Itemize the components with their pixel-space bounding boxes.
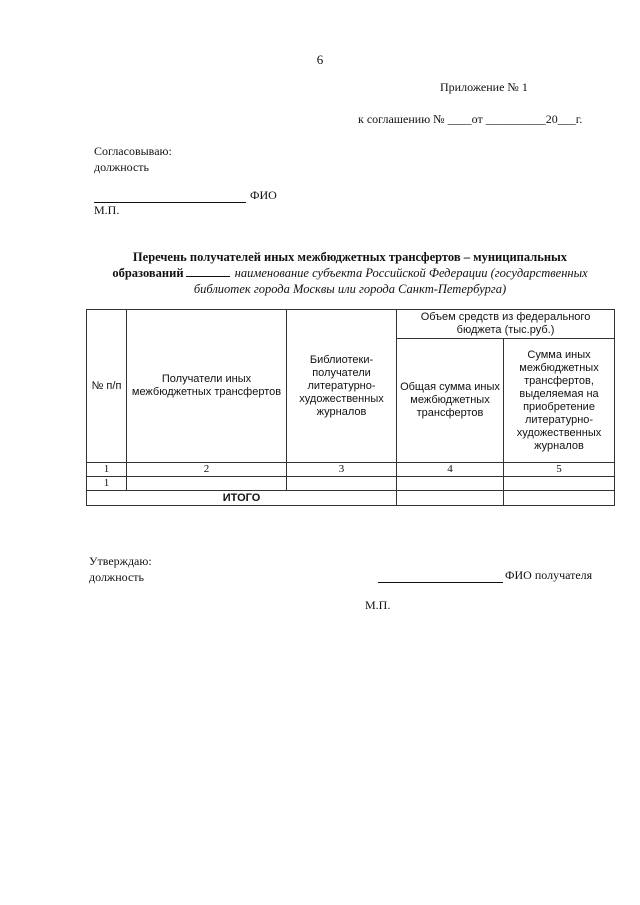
- header-purchase-sum: Сумма иных межбюджетных трансфертов, выделяемая на приобретение литературно-художественных журналов: [504, 339, 615, 463]
- title-line-2: [90, 265, 610, 297]
- table-row: [87, 477, 615, 491]
- agreement-number-blank: ____: [447, 112, 472, 126]
- title-italic-text: наименование субъекта Российской Федерации (государственных библиотек города Москвы или города Санкт-Петербурга): [193, 266, 588, 296]
- column-number: 2: [127, 463, 287, 477]
- signature-line-top: [94, 188, 277, 203]
- total-label: ИТОГО: [87, 491, 397, 506]
- signature-name-label-top: ФИО: [250, 188, 277, 202]
- agreement-year-blank: ___: [557, 112, 576, 126]
- row-number: 1: [87, 477, 127, 491]
- agreement-year-suffix: г.: [575, 112, 583, 126]
- column-number: 1: [87, 463, 127, 477]
- column-number: 4: [397, 463, 504, 477]
- stamp-label-top: М.П.: [94, 203, 120, 217]
- page-number: 6: [316, 52, 324, 67]
- recipients-table: [86, 309, 615, 506]
- approval-heading-top: Согласовываю:: [94, 144, 172, 158]
- agreement-date-blank: __________: [485, 112, 546, 126]
- header-num: № п/п: [87, 310, 127, 463]
- row-purchase: [504, 477, 615, 491]
- column-number: 3: [287, 463, 397, 477]
- header-libraries: Библиотеки-получатели литературно-художественных журналов: [287, 310, 397, 463]
- title-blank: [186, 266, 230, 277]
- header-recipients: Получатели иных межбюджетных трансфертов: [127, 310, 287, 463]
- column-number: 5: [504, 463, 615, 477]
- agreement-from: от: [471, 112, 483, 126]
- signature-name-label-bottom: ФИО получателя: [505, 568, 593, 582]
- document-title: [90, 249, 610, 297]
- header-total-sum: Общая сумма иных межбюджетных трансфертов: [397, 339, 504, 463]
- title-line-1: Перечень получателей иных межбюджетных трансфертов – муниципальных: [132, 250, 568, 264]
- total-sum-cell: [397, 491, 504, 506]
- stamp-label-bottom: М.П.: [365, 598, 391, 612]
- agreement-year-prefix: 20: [545, 112, 558, 126]
- agreement-prefix: к соглашению №: [358, 112, 445, 126]
- approval-block-bottom: [89, 553, 152, 585]
- approval-position-bottom: должность: [89, 570, 144, 584]
- row-library: [287, 477, 397, 491]
- signature-line-bottom: [378, 568, 592, 583]
- row-recipient: [127, 477, 287, 491]
- signature-blank-bottom: [378, 570, 503, 583]
- signature-blank-top: [94, 190, 246, 203]
- title-line-2-prefix: образований: [112, 266, 184, 280]
- agreement-reference: [358, 112, 582, 127]
- appendix-label: Приложение № 1: [440, 80, 528, 94]
- total-purchase-cell: [504, 491, 615, 506]
- approval-heading-bottom: Утверждаю:: [89, 554, 152, 568]
- total-row: [87, 491, 615, 506]
- column-number-row: [87, 463, 615, 477]
- row-total: [397, 477, 504, 491]
- approval-block-top: [94, 143, 172, 175]
- header-federal-budget: Объем средств из федерального бюджета (тыс.руб.): [397, 310, 615, 339]
- approval-position-top: должность: [94, 160, 149, 174]
- table-header-row-1: [87, 310, 615, 339]
